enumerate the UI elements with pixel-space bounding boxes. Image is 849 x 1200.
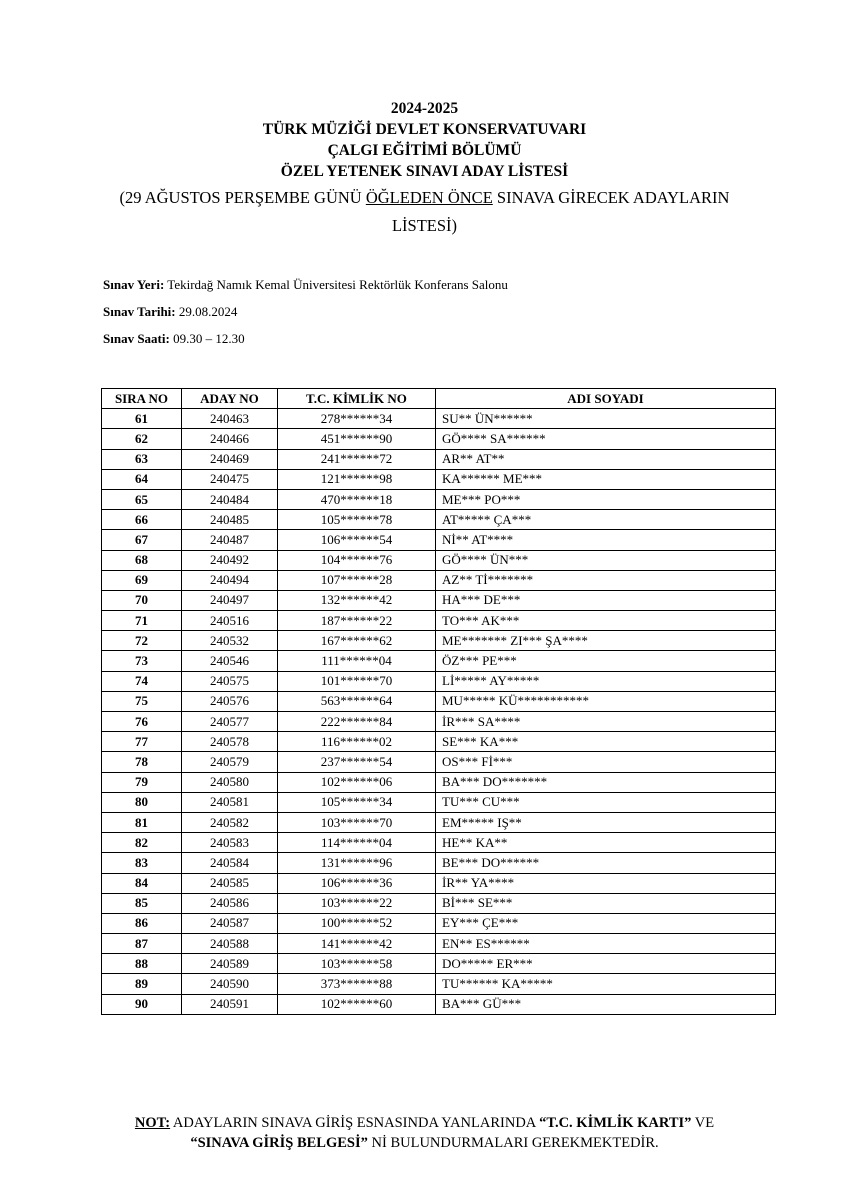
- cell-candidate-no: 240589: [182, 954, 278, 974]
- column-header-id-no: T.C. KİMLİK NO: [278, 389, 436, 409]
- cell-name: ME******* ZI*** ŞA****: [436, 631, 776, 651]
- table-row: [102, 590, 776, 610]
- cell-id-no: 103******58: [278, 954, 436, 974]
- cell-name: İR** YA****: [436, 873, 776, 893]
- cell-id-no: 563******64: [278, 691, 436, 711]
- cell-name: SU** ÜN******: [436, 409, 776, 429]
- cell-id-no: 141******42: [278, 934, 436, 954]
- table-row: [102, 611, 776, 631]
- exam-place-label: Sınav Yeri:: [103, 277, 165, 292]
- cell-id-no: 102******60: [278, 994, 436, 1014]
- institution-name: TÜRK MÜZİĞİ DEVLET KONSERVATUVARI: [262, 121, 587, 138]
- cell-id-no: 106******36: [278, 873, 436, 893]
- table-row: [102, 994, 776, 1014]
- cell-order-no: 70: [102, 590, 182, 610]
- cell-order-no: 76: [102, 712, 182, 732]
- cell-id-no: 105******78: [278, 510, 436, 530]
- cell-order-no: 74: [102, 671, 182, 691]
- table-body: [102, 409, 776, 1015]
- cell-name: SE*** KA***: [436, 732, 776, 752]
- note-text: ADAYLARIN SINAVA GİRİŞ ESNASINDA YANLARINDA: [170, 1115, 540, 1131]
- cell-id-no: 111******04: [278, 651, 436, 671]
- exam-place: [103, 276, 508, 303]
- cell-candidate-no: 240466: [182, 429, 278, 449]
- cell-candidate-no: 240585: [182, 873, 278, 893]
- cell-name: EY*** ÇE***: [436, 913, 776, 933]
- cell-name: GÖ**** ÜN***: [436, 550, 776, 570]
- table-row: [102, 429, 776, 449]
- cell-candidate-no: 240584: [182, 853, 278, 873]
- column-header-name: ADI SOYADI: [436, 389, 776, 409]
- cell-candidate-no: 240516: [182, 611, 278, 631]
- cell-candidate-no: 240494: [182, 570, 278, 590]
- cell-candidate-no: 240469: [182, 449, 278, 469]
- cell-name: EM***** IŞ**: [436, 812, 776, 832]
- exam-date-label: Sınav Tarihi:: [103, 304, 176, 319]
- cell-name: Lİ***** AY*****: [436, 671, 776, 691]
- academic-year: 2024-2025: [390, 100, 459, 117]
- cell-order-no: 67: [102, 530, 182, 550]
- cell-name: İR*** SA****: [436, 712, 776, 732]
- subtitle-part: LİSTESİ): [391, 216, 458, 235]
- cell-candidate-no: 240576: [182, 691, 278, 711]
- cell-candidate-no: 240492: [182, 550, 278, 570]
- exam-time: [103, 330, 508, 357]
- table-row: [102, 691, 776, 711]
- cell-name: TO*** AK***: [436, 611, 776, 631]
- table-row: [102, 570, 776, 590]
- table-row: [102, 873, 776, 893]
- exam-info: [103, 276, 508, 357]
- exam-place-value: Tekirdağ Namık Kemal Üniversitesi Rektörlük Konferans Salonu: [164, 277, 508, 292]
- cell-order-no: 61: [102, 409, 182, 429]
- exam-date-value: 29.08.2024: [175, 304, 238, 319]
- note-text: Nİ BULUNDURMALARI GEREKMEKTEDİR.: [367, 1135, 659, 1151]
- column-header-order-no: SIRA NO: [102, 389, 182, 409]
- cell-id-no: 470******18: [278, 489, 436, 509]
- note-label: NOT:: [134, 1115, 171, 1131]
- cell-order-no: 82: [102, 833, 182, 853]
- cell-order-no: 71: [102, 611, 182, 631]
- cell-candidate-no: 240591: [182, 994, 278, 1014]
- table-row: [102, 651, 776, 671]
- table-row: [102, 772, 776, 792]
- cell-name: AR** AT**: [436, 449, 776, 469]
- table-row: [102, 893, 776, 913]
- cell-id-no: 131******96: [278, 853, 436, 873]
- cell-candidate-no: 240484: [182, 489, 278, 509]
- cell-candidate-no: 240586: [182, 893, 278, 913]
- cell-order-no: 83: [102, 853, 182, 873]
- cell-id-no: 451******90: [278, 429, 436, 449]
- table-row: [102, 954, 776, 974]
- cell-id-no: 278******34: [278, 409, 436, 429]
- cell-name: Bİ*** SE***: [436, 893, 776, 913]
- cell-candidate-no: 240581: [182, 792, 278, 812]
- cell-order-no: 81: [102, 812, 182, 832]
- cell-name: TU*** CU***: [436, 792, 776, 812]
- cell-candidate-no: 240583: [182, 833, 278, 853]
- cell-order-no: 90: [102, 994, 182, 1014]
- subtitle-part: SINAVA GİRECEK ADAYLARIN: [492, 188, 730, 207]
- cell-id-no: 103******22: [278, 893, 436, 913]
- cell-name: ÖZ*** PE***: [436, 651, 776, 671]
- table-row: [102, 974, 776, 994]
- note-emphasis: “SINAVA GİRİŞ BELGESİ”: [190, 1135, 368, 1151]
- cell-id-no: 237******54: [278, 752, 436, 772]
- table-row: [102, 934, 776, 954]
- table-row: [102, 812, 776, 832]
- exam-time-value: 09.30 – 12.30: [169, 331, 245, 346]
- cell-order-no: 72: [102, 631, 182, 651]
- cell-order-no: 69: [102, 570, 182, 590]
- cell-candidate-no: 240497: [182, 590, 278, 610]
- document-subtitle: [0, 184, 849, 240]
- subtitle-part: (29 AĞUSTOS PERŞEMBE GÜNÜ: [119, 188, 366, 207]
- cell-candidate-no: 240577: [182, 712, 278, 732]
- note-emphasis: “T.C. KİMLİK KARTI”: [539, 1115, 692, 1131]
- table-row: [102, 792, 776, 812]
- table-row: [102, 550, 776, 570]
- cell-name: MU***** KÜ***********: [436, 691, 776, 711]
- table-row: [102, 913, 776, 933]
- cell-order-no: 86: [102, 913, 182, 933]
- column-header-candidate-no: ADAY NO: [182, 389, 278, 409]
- cell-order-no: 77: [102, 732, 182, 752]
- subtitle-emphasis: ÖĞLEDEN ÖNCE: [365, 188, 493, 207]
- cell-candidate-no: 240487: [182, 530, 278, 550]
- cell-name: EN** ES******: [436, 934, 776, 954]
- cell-id-no: 187******22: [278, 611, 436, 631]
- cell-candidate-no: 240587: [182, 913, 278, 933]
- cell-order-no: 84: [102, 873, 182, 893]
- cell-name: TU****** KA*****: [436, 974, 776, 994]
- cell-order-no: 85: [102, 893, 182, 913]
- cell-name: DO***** ER***: [436, 954, 776, 974]
- cell-order-no: 66: [102, 510, 182, 530]
- cell-candidate-no: 240532: [182, 631, 278, 651]
- cell-id-no: 116******02: [278, 732, 436, 752]
- cell-name: OS*** Fİ***: [436, 752, 776, 772]
- document-header: [0, 98, 849, 240]
- cell-candidate-no: 240580: [182, 772, 278, 792]
- cell-name: HA*** DE***: [436, 590, 776, 610]
- cell-id-no: 167******62: [278, 631, 436, 651]
- cell-candidate-no: 240590: [182, 974, 278, 994]
- cell-order-no: 62: [102, 429, 182, 449]
- cell-id-no: 102******06: [278, 772, 436, 792]
- table-row: [102, 409, 776, 429]
- candidate-table: [101, 388, 776, 1015]
- cell-candidate-no: 240582: [182, 812, 278, 832]
- exam-date: [103, 303, 508, 330]
- document-title: ÖZEL YETENEK SINAVI ADAY LİSTESİ: [280, 163, 569, 180]
- cell-id-no: 107******28: [278, 570, 436, 590]
- table-row: [102, 712, 776, 732]
- table-row: [102, 833, 776, 853]
- table-row: [102, 449, 776, 469]
- table-row: [102, 469, 776, 489]
- cell-name: BA*** GÜ***: [436, 994, 776, 1014]
- cell-candidate-no: 240546: [182, 651, 278, 671]
- table-row: [102, 510, 776, 530]
- cell-candidate-no: 240575: [182, 671, 278, 691]
- department-name: ÇALGI EĞİTİMİ BÖLÜMÜ: [327, 142, 522, 159]
- cell-order-no: 89: [102, 974, 182, 994]
- cell-name: AZ** Tİ*******: [436, 570, 776, 590]
- table-row: [102, 671, 776, 691]
- cell-order-no: 75: [102, 691, 182, 711]
- cell-candidate-no: 240463: [182, 409, 278, 429]
- table-header-row: [102, 389, 776, 409]
- cell-id-no: 105******34: [278, 792, 436, 812]
- cell-order-no: 79: [102, 772, 182, 792]
- cell-candidate-no: 240578: [182, 732, 278, 752]
- cell-order-no: 78: [102, 752, 182, 772]
- cell-name: BA*** DO*******: [436, 772, 776, 792]
- cell-name: BE*** DO******: [436, 853, 776, 873]
- footer-note: [0, 1113, 849, 1153]
- table-row: [102, 631, 776, 651]
- cell-order-no: 64: [102, 469, 182, 489]
- cell-id-no: 104******76: [278, 550, 436, 570]
- cell-id-no: 101******70: [278, 671, 436, 691]
- table-row: [102, 489, 776, 509]
- cell-id-no: 114******04: [278, 833, 436, 853]
- cell-id-no: 132******42: [278, 590, 436, 610]
- cell-order-no: 63: [102, 449, 182, 469]
- cell-id-no: 222******84: [278, 712, 436, 732]
- cell-name: GÖ**** SA******: [436, 429, 776, 449]
- cell-order-no: 68: [102, 550, 182, 570]
- cell-name: AT***** ÇA***: [436, 510, 776, 530]
- cell-id-no: 121******98: [278, 469, 436, 489]
- cell-order-no: 73: [102, 651, 182, 671]
- cell-order-no: 87: [102, 934, 182, 954]
- cell-name: ME*** PO***: [436, 489, 776, 509]
- cell-name: HE** KA**: [436, 833, 776, 853]
- cell-id-no: 106******54: [278, 530, 436, 550]
- cell-name: KA****** ME***: [436, 469, 776, 489]
- cell-candidate-no: 240475: [182, 469, 278, 489]
- cell-order-no: 88: [102, 954, 182, 974]
- cell-id-no: 103******70: [278, 812, 436, 832]
- exam-time-label: Sınav Saati:: [103, 331, 170, 346]
- note-text: VE: [691, 1115, 715, 1131]
- cell-candidate-no: 240579: [182, 752, 278, 772]
- table-row: [102, 530, 776, 550]
- cell-order-no: 65: [102, 489, 182, 509]
- cell-name: Nİ** AT****: [436, 530, 776, 550]
- cell-id-no: 100******52: [278, 913, 436, 933]
- table-row: [102, 752, 776, 772]
- table-row: [102, 732, 776, 752]
- cell-id-no: 241******72: [278, 449, 436, 469]
- cell-id-no: 373******88: [278, 974, 436, 994]
- cell-candidate-no: 240588: [182, 934, 278, 954]
- cell-order-no: 80: [102, 792, 182, 812]
- cell-candidate-no: 240485: [182, 510, 278, 530]
- table-row: [102, 853, 776, 873]
